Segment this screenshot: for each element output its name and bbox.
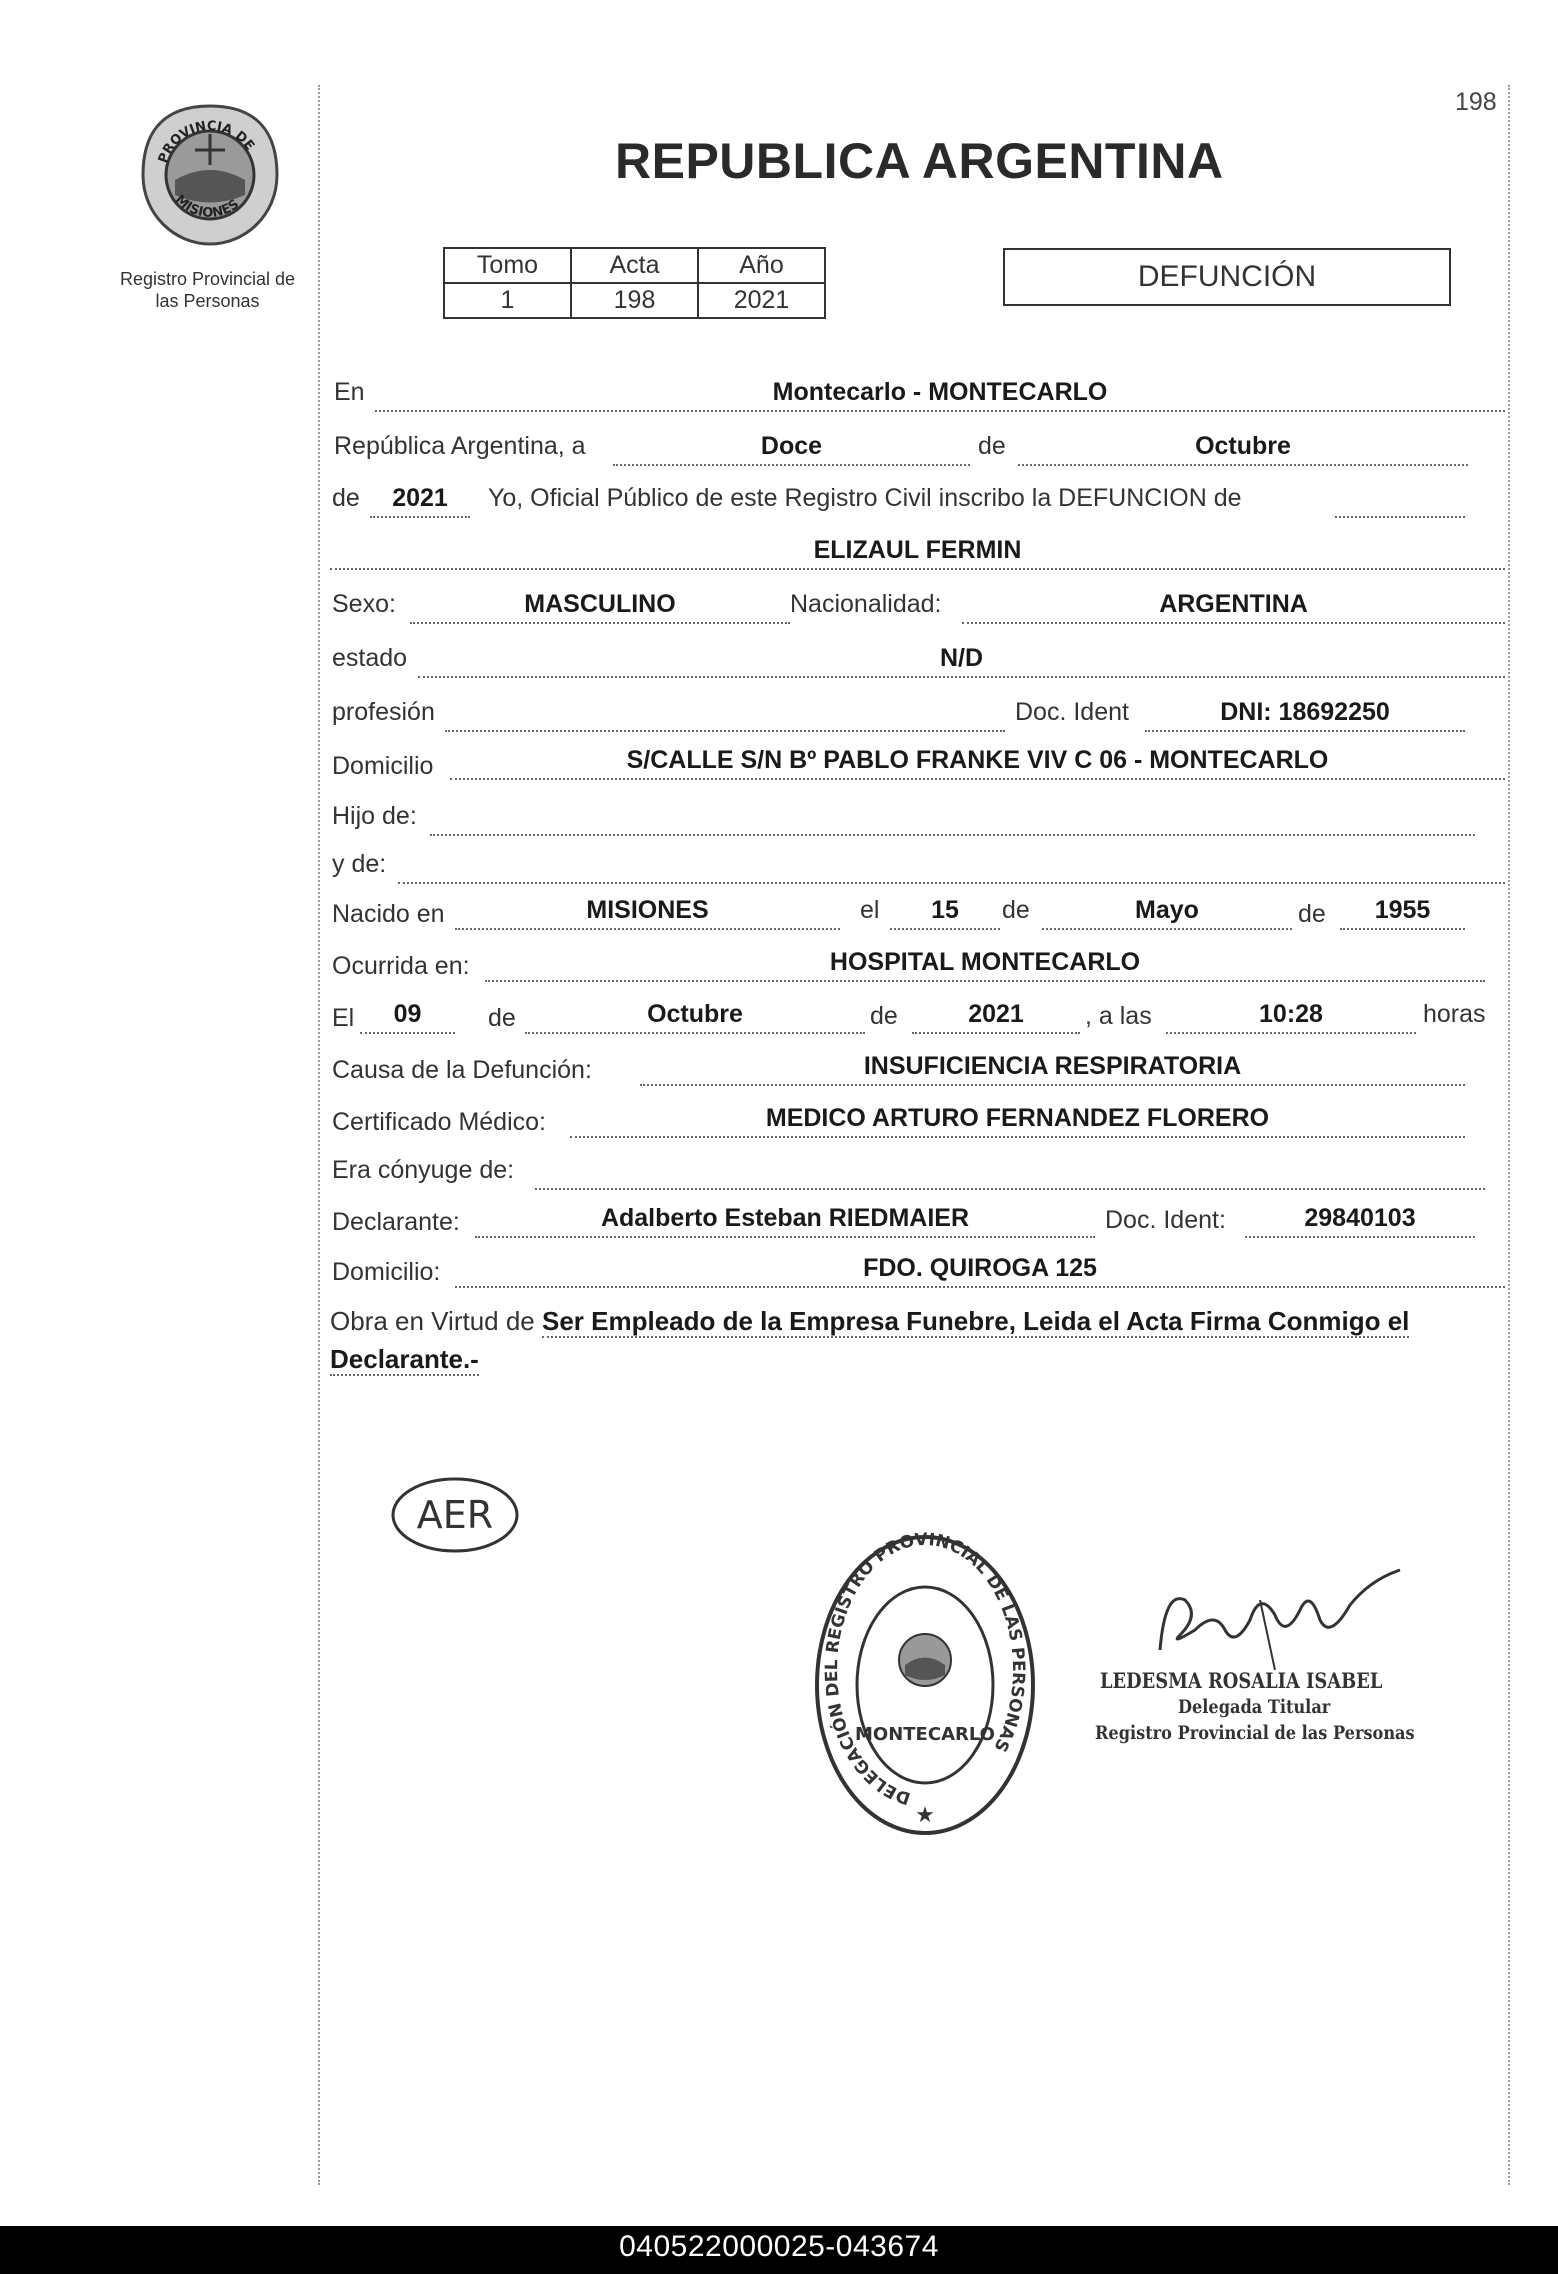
label-declarante-doc: Doc. Ident: [1105, 1206, 1226, 1234]
label-y-de: y de: [332, 850, 387, 878]
field-el-mes: Octubre [525, 1000, 865, 1034]
row-certificado [330, 1104, 1505, 1144]
field-en: Montecarlo - MONTECARLO [375, 378, 1505, 412]
left-margin-line [318, 85, 320, 2185]
row-causa [330, 1052, 1505, 1092]
act-reference-table [443, 247, 826, 319]
row-sexo-nacionalidad [330, 590, 1505, 630]
value-acta: 198 [571, 283, 698, 318]
field-fecha-anio: 2021 [370, 484, 470, 518]
label-fecha-anio: de [332, 484, 360, 512]
field-causa: INSUFICIENCIA RESPIRATORIA [640, 1052, 1465, 1086]
svg-text:DELEGACIÓN DEL REGISTRO PROVIN: DELEGACIÓN DEL REGISTRO PROVINCIAL DE LAS PERSONAS [821, 1530, 1029, 1809]
field-nacido-mes: Mayo [1042, 896, 1292, 930]
label-el-mes: de [488, 1004, 516, 1032]
label-el-anio: de [870, 1002, 898, 1030]
field-profesion [445, 698, 1005, 732]
row-declarante [330, 1204, 1505, 1244]
obra-en-virtud [330, 1302, 1505, 1378]
label-nacido-en: Nacido en [332, 900, 445, 928]
field-estado: N/D [418, 644, 1505, 678]
field-inscribo [1335, 484, 1465, 518]
label-hijo-de: Hijo de: [332, 802, 417, 830]
label-ocurrida-en: Ocurrida en: [332, 952, 470, 980]
row-anio-inscribo [330, 484, 1505, 524]
organization-name: Registro Provincial de las Personas [119, 269, 296, 311]
svg-text:AER: AER [416, 1493, 494, 1537]
label-inscribo: Yo, Oficial Público de este Registro Civil inscribo la DEFUNCION de [488, 484, 1242, 512]
label-domicilio: Domicilio [332, 752, 434, 780]
row-ocurrida-en [330, 948, 1505, 988]
act-table-value-row [444, 283, 825, 318]
label-declarante: Declarante: [332, 1208, 460, 1236]
label-hora: , a las [1085, 1002, 1152, 1030]
provincial-emblem-icon [135, 100, 285, 255]
page-number: 198 [1455, 88, 1497, 116]
right-margin-line [1508, 85, 1510, 2185]
label-fecha-mes: de [978, 432, 1006, 460]
field-declarante-doc: 29840103 [1245, 1204, 1475, 1238]
label-nacido-mes: de [1002, 896, 1030, 924]
field-conyuge [535, 1156, 1485, 1190]
field-declarante: Adalberto Esteban RIEDMAIER [475, 1204, 1095, 1238]
record-type-box: DEFUNCIÓN [1003, 248, 1451, 306]
field-hijo-de [430, 802, 1475, 836]
label-horas: horas [1423, 1000, 1486, 1028]
label-doc-ident: Doc. Ident [1015, 698, 1129, 726]
value-anio: 2021 [698, 283, 825, 318]
label-certificado: Certificado Médico: [332, 1108, 546, 1136]
row-y-de [330, 850, 1505, 890]
label-conyuge: Era cónyuge de: [332, 1156, 515, 1184]
row-profesion-doc [330, 698, 1505, 738]
row-nacido [330, 896, 1505, 936]
label-el-dia: El [332, 1004, 355, 1032]
field-domicilio: S/CALLE S/N Bº PABLO FRANKE VIV C 06 - MONTECARLO [450, 746, 1505, 780]
label-causa: Causa de la Defunción: [332, 1056, 592, 1084]
field-nacionalidad: ARGENTINA [962, 590, 1505, 624]
label-estado: estado [332, 644, 408, 672]
value-tomo: 1 [444, 283, 571, 318]
signatory-role: Delegada Titular [1178, 1696, 1331, 1718]
act-table-header-row [444, 248, 825, 283]
field-el-anio: 2021 [912, 1000, 1080, 1034]
field-nombre: ELIZAUL FERMIN [330, 536, 1505, 570]
header-anio: Año [698, 248, 825, 283]
row-en [330, 378, 1505, 418]
field-hora: 10:28 [1166, 1000, 1416, 1034]
label-en: En [334, 378, 365, 406]
label-fecha: República Argentina, a [334, 432, 586, 460]
label-nacido-anio: de [1298, 900, 1326, 928]
handwritten-signature-icon [1140, 1560, 1440, 1685]
svg-text:MISIONES: MISIONES [171, 192, 243, 221]
field-y-de [398, 850, 1505, 884]
label-declarante-domicilio: Domicilio: [332, 1258, 441, 1286]
field-nacido-el: 15 [890, 896, 1000, 930]
row-nombre [330, 536, 1505, 576]
header-acta: Acta [571, 248, 698, 283]
field-ocurrida-en: HOSPITAL MONTECARLO [485, 948, 1485, 982]
field-certificado: MEDICO ARTURO FERNANDEZ FLORERO [570, 1104, 1465, 1138]
row-declarante-domicilio [330, 1254, 1505, 1294]
document-title: REPUBLICA ARGENTINA [615, 133, 1224, 189]
field-el-dia: 09 [360, 1000, 455, 1034]
field-nacido-en: MISIONES [455, 896, 840, 930]
field-doc-ident: DNI: 18692250 [1145, 698, 1465, 732]
row-domicilio [330, 746, 1505, 786]
field-nacido-anio: 1955 [1340, 896, 1465, 930]
svg-text:MONTECARLO: MONTECARLO [855, 1724, 995, 1745]
label-sexo: Sexo: [332, 590, 396, 618]
field-obra: Ser Empleado de la Empresa Funebre, Leida el Acta Firma Conmigo el Declarante.- [330, 1306, 1410, 1374]
signatory-organization: Registro Provincial de las Personas [1095, 1722, 1415, 1744]
row-fecha-defuncion [330, 1000, 1505, 1040]
header-tomo: Tomo [444, 248, 571, 283]
row-conyuge [330, 1156, 1505, 1196]
field-fecha-dia: Doce [613, 432, 970, 466]
row-fecha [330, 432, 1505, 472]
label-nacido-el: el [860, 896, 880, 924]
field-fecha-mes: Octubre [1018, 432, 1468, 466]
official-seal-icon [810, 1530, 1040, 1845]
label-nacionalidad: Nacionalidad: [790, 590, 942, 618]
initials-mark [385, 1470, 525, 1565]
signatory-name: LEDESMA ROSALIA ISABEL [1100, 1668, 1383, 1693]
svg-text:★: ★ [915, 1802, 935, 1827]
row-estado [330, 644, 1505, 684]
label-obra: Obra en Virtud de [330, 1306, 535, 1336]
field-sexo: MASCULINO [410, 590, 790, 624]
svg-text:PROVINCIA DE: PROVINCIA DE [155, 118, 258, 166]
label-profesion: profesión [332, 698, 435, 726]
row-hijo-de [330, 802, 1505, 842]
barcode-number: 040522000025-043674 [619, 2230, 939, 2263]
field-declarante-domicilio: FDO. QUIROGA 125 [455, 1254, 1505, 1288]
